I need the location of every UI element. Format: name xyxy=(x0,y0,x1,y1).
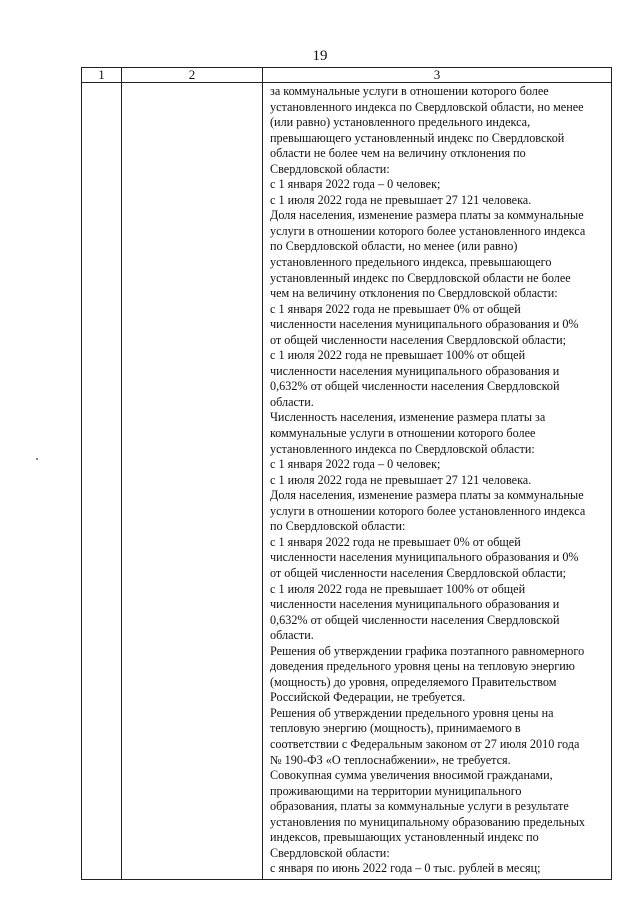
text-line: установления по муниципальному образованию предельных xyxy=(270,814,586,829)
text-line: с 1 января 2022 года не превышает 0% от общей xyxy=(270,534,521,549)
text-line: за коммунальные услуги в отношении которого более xyxy=(270,84,549,98)
text-line: 0,632% от общей численности населения Свердловской xyxy=(270,379,560,394)
page-number: 19 xyxy=(312,48,328,64)
text-line: тепловую энергию (мощность), принимаемого в xyxy=(270,721,521,736)
text-line: чем на величину отклонения по Свердловской области: xyxy=(270,286,558,301)
text-line: с 1 июля 2022 года не превышает 27 121 человека. xyxy=(270,192,532,207)
text-line: индексов, превышающих установленный индекс по xyxy=(270,830,539,845)
text-line: с 1 июля 2022 года не превышает 100% от общей xyxy=(270,348,526,363)
text-line: установленный индекс по Свердловской области не более xyxy=(270,270,571,285)
cell-col-2 xyxy=(122,83,263,880)
text-line: установленного индекса по Свердловской области: xyxy=(270,441,535,456)
text-line: Доля населения, изменение размера платы за коммунальные xyxy=(270,488,584,503)
text-line: 0,632% от общей численности населения Свердловской xyxy=(270,612,560,627)
cell-col-3-text xyxy=(263,83,611,879)
text-line: Доля населения, изменение размера платы за коммунальные xyxy=(270,208,584,223)
text-line: численности населения муниципального образования и 0% xyxy=(270,550,579,565)
text-line: от общей численности населения Свердловской области; xyxy=(270,565,567,580)
text-line: Свердловской области: xyxy=(270,845,390,860)
text-line: превышающего установленный индекс по Свердловской xyxy=(270,130,565,145)
text-line: по Свердловской области, но менее (или равно) xyxy=(270,239,518,254)
table-header-row xyxy=(82,68,612,83)
text-line: области. xyxy=(270,394,314,409)
text-line: с 1 января 2022 года не превышает 0% от общей xyxy=(270,301,521,316)
text-line: Решения об утверждении предельного уровня цены на xyxy=(270,705,554,720)
text-line: Решения об утверждении графика поэтапного равномерного xyxy=(270,643,585,658)
text-line: коммунальные услуги в отношении которого более xyxy=(270,426,536,441)
text-line: № 190-ФЗ «О теплоснабжении», не требуется. xyxy=(270,752,511,767)
text-line: по Свердловской области: xyxy=(270,519,406,534)
text-line: с 1 января 2022 года – 0 человек; xyxy=(270,457,441,472)
text-line: Совокупная сумма увеличения вносимой гражданами, xyxy=(270,768,553,783)
text-line: с января по июнь 2022 года – 0 тыс. рублей в месяц; xyxy=(270,861,541,876)
text-line: численности населения муниципального образования и xyxy=(270,363,560,378)
text-line: (или равно) установленного предельного индекса, xyxy=(270,115,531,130)
text-line: области не более чем на величину отклонения по xyxy=(270,146,526,161)
text-line: услуги в отношении которого более установленного индекса xyxy=(270,503,586,518)
text-line: Свердловской области: xyxy=(270,161,390,176)
text-line: соответствии с Федеральным законом от 27 июля 2010 года xyxy=(270,736,580,751)
text-line: Численность населения, изменение размера платы за xyxy=(270,410,546,425)
text-line: с 1 июля 2022 года не превышает 100% от общей xyxy=(270,581,526,596)
text-line: (мощность) до уровня, определяемого Правительством xyxy=(270,674,557,689)
text-line: проживающими на территории муниципального xyxy=(270,783,522,798)
text-line: Российской Федерации, не требуется. xyxy=(270,690,466,705)
column-header-1: 1 xyxy=(82,68,122,83)
text-line: численности населения муниципального образования и 0% xyxy=(270,317,579,332)
text-line: доведения предельного уровня цены на тепловую энергию xyxy=(270,659,575,674)
scan-mark xyxy=(36,458,38,460)
text-line: области. xyxy=(270,628,314,643)
cell-col-3 xyxy=(263,83,612,880)
column-header-3: 3 xyxy=(263,68,612,83)
text-line: численности населения муниципального образования и xyxy=(270,597,560,612)
text-line: с 1 июля 2022 года не превышает 27 121 человека. xyxy=(270,472,532,487)
cell-col-1 xyxy=(82,83,122,880)
table-row xyxy=(82,83,612,880)
text-line: услуги в отношении которого более установленного индекса xyxy=(270,223,586,238)
text-line: с 1 января 2022 года – 0 человек; xyxy=(270,177,441,192)
text-line: от общей численности населения Свердловской области; xyxy=(270,332,567,347)
text-line: установленного предельного индекса, превышающего xyxy=(270,255,552,270)
text-line: установленного индекса по Свердловской области, но менее xyxy=(270,99,584,114)
document-table xyxy=(81,67,612,880)
text-line: образования, платы за коммунальные услуги в результате xyxy=(270,799,569,814)
column-header-2: 2 xyxy=(122,68,263,83)
